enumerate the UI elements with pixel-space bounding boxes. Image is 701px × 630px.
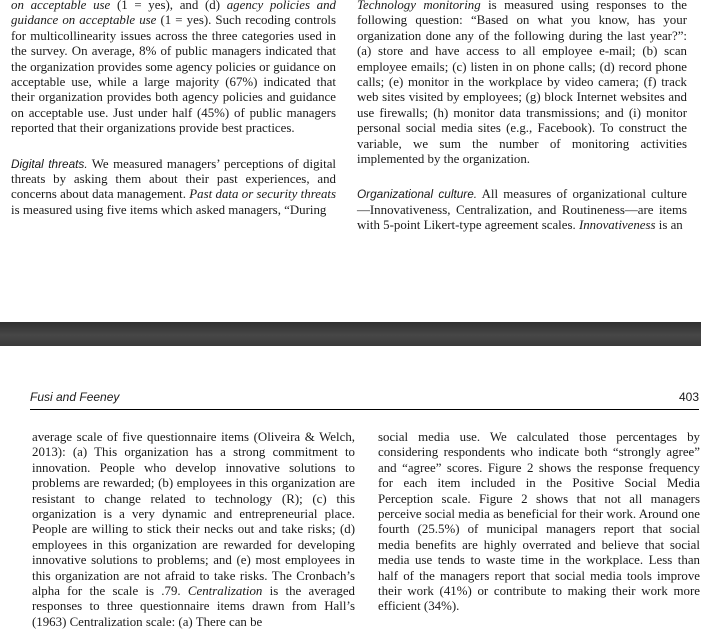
page-number: 403 bbox=[678, 390, 699, 404]
text-run: average scale of five questionnaire items (Oliveira & Welch, 2013): (a) This organization has a strong commitment to innovation. People who develop innovative solutions to problems are rewarded; (b) employees in this organization are resistant to change related to technology (R); (c) this organization is a very dynamic and entrepreneurial place. People are willing to stick their necks out and take risks; (d) employees in this organization are rewarded for developing innovative solutions to problems; and (e) most employees in this organization are not afraid to take risks. The Cronbach’s alpha for the scale is .79. bbox=[32, 430, 355, 599]
italic-term: Technology monitoring bbox=[357, 0, 481, 12]
text-run: is an bbox=[655, 218, 683, 233]
text-run: All measures of organizational culture—Innovativeness, Centralization, and Routineness—are items with 5-point Likert-type agreement scales. bbox=[357, 187, 687, 233]
bottom-left-column bbox=[32, 430, 355, 630]
top-left-column bbox=[11, 0, 336, 218]
paragraph bbox=[378, 430, 700, 615]
top-right-column bbox=[357, 0, 687, 234]
text-run: social media use. We calculated those percentages by considering respondents who indicate both “strongly agree” and “agree” scores. Figure 2 shows the response frequency for each item included in the Positive Social Media Perception scale. Figure 2 shows that not all managers perceive social media as beneficial for their work. Around one fourth (25.5%) of municipal managers report that social media benefits are highly overrated and believe that social media use tends to waste time in the workplace. Less than half of the managers report that social media tools improve their work (41%) or contribute to making their work more efficient (34%). bbox=[378, 430, 700, 614]
paragraph bbox=[32, 430, 355, 630]
text-run: We measured managers’ perceptions of digital threats by asking them about their past experiences, and concerns about data management. bbox=[11, 156, 336, 202]
bottom-page bbox=[0, 346, 701, 629]
italic-term: Centralization bbox=[187, 584, 263, 599]
paragraph bbox=[11, 0, 336, 137]
text-run: (1 = yes), and (d) bbox=[110, 0, 227, 12]
italic-term: agency policies and guidance on acceptable use bbox=[11, 0, 336, 28]
bottom-right-column bbox=[378, 430, 700, 615]
italic-term: Past data or security threats bbox=[189, 187, 336, 202]
paragraph-digital-threats bbox=[11, 157, 336, 219]
text-run: (1 = yes). Such recoding controls for multicollinearity issues across the three categories used in the survey. On average, 8% of public managers indicated that the organization provides some agency policies or guidance on acceptable use, while a large majority (67%) indicated that their organization provides both agency policies and guidance on acceptable use. Just under half (45%) of public managers reported that their organizations provide best practices. bbox=[11, 13, 337, 136]
italic-term: on acceptable use bbox=[11, 0, 111, 12]
paragraph-technology-monitoring bbox=[357, 0, 687, 167]
running-head-authors: Fusi and Feeney bbox=[30, 390, 120, 404]
text-run: is the averaged responses to three questionnaire items drawn from Hall’s (1963) Centralization scale: (a) There can be bbox=[32, 584, 355, 629]
section-heading: Organizational culture. bbox=[357, 187, 478, 202]
running-header bbox=[30, 387, 699, 410]
text-run: is measured using five items which asked managers, “During bbox=[11, 202, 327, 217]
page-divider bbox=[0, 322, 701, 346]
text-run: is measured using responses to the following question: “Based on what you know, has your organization done any of the following during the last year?”: (a) store and have access to all employee e-mail; (b) scan employee emails; (c) listen in on phone calls; (d) record phone calls; (e) monitor in the workplace by video camera; (f) track web sites visited by employees; (g) block Internet websites and use firewalls; (h) monitor data transmissions; and (i) monitor personal social media sites (e.g., Facebook). To construct the variable, we sum the number of monitoring activities implemented by the organization. bbox=[357, 0, 687, 167]
section-heading: Digital threats. bbox=[11, 156, 88, 171]
italic-term: Innovativeness bbox=[578, 218, 656, 233]
paragraph-organizational-culture bbox=[357, 187, 687, 233]
